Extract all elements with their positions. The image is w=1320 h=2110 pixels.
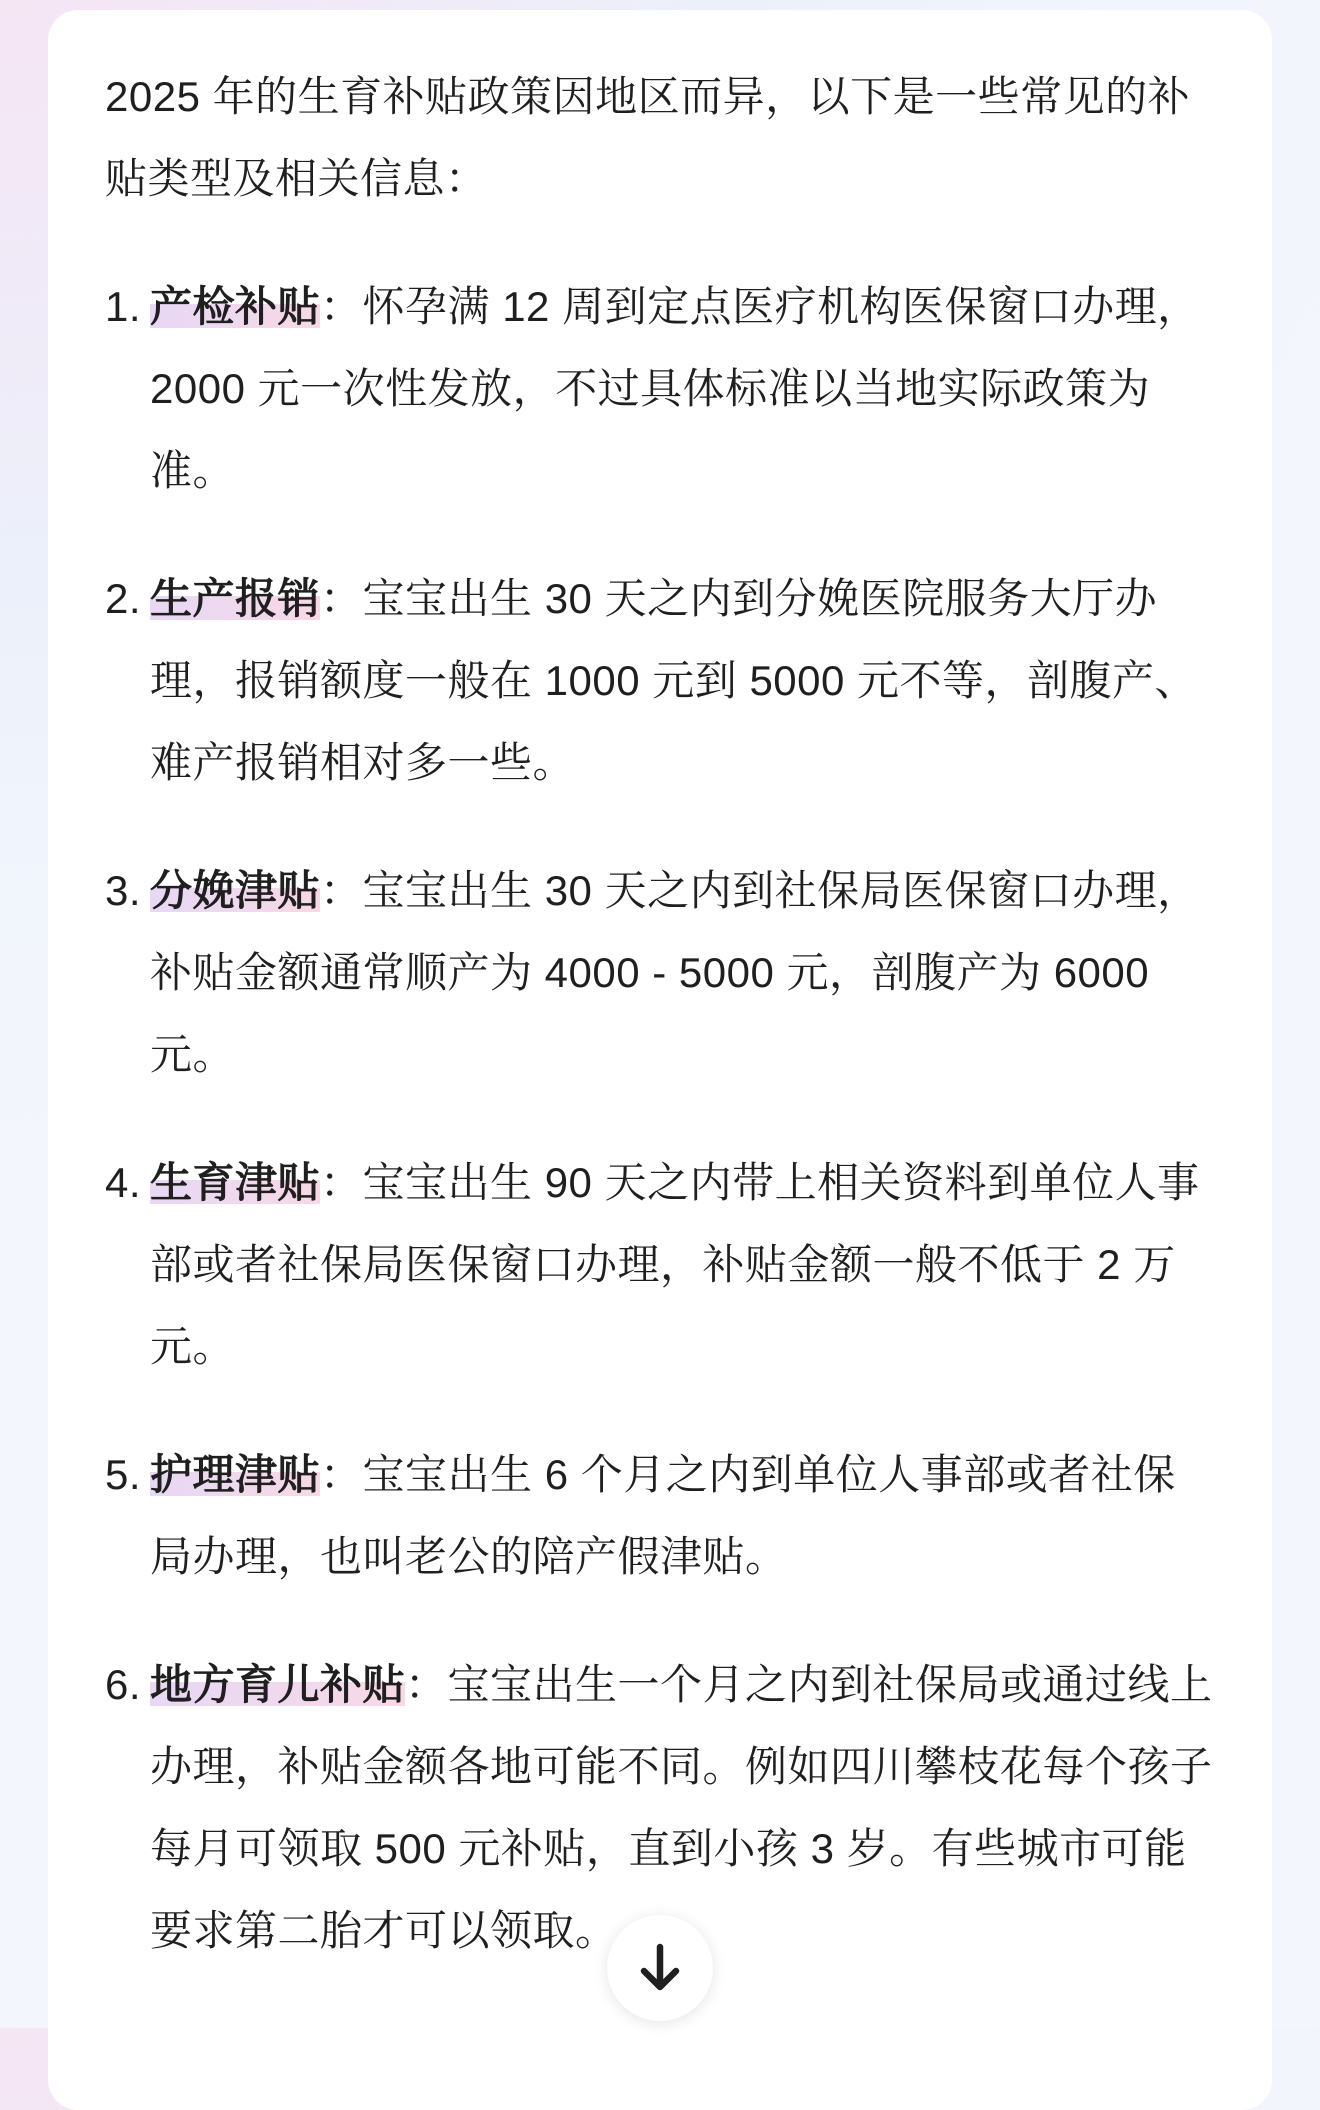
- assistant-message-card: [48, 10, 1272, 2110]
- list-item-term: 地方育儿补贴: [150, 1661, 406, 1708]
- list-item-term: 生产报销: [150, 575, 321, 622]
- list-item-term: 生育津贴: [150, 1159, 321, 1206]
- list-item-body: 宝宝出生 30 天之内到社保局医保窗口办理，补贴金额通常顺产为 4000 - 5000 元，剖腹产为 6000 元。: [150, 867, 1200, 1078]
- list-item: [105, 850, 1215, 1096]
- list-item-separator: ：: [320, 867, 363, 914]
- list-item-number: 6.: [105, 1661, 142, 1708]
- list-item-separator: ：: [320, 1159, 363, 1206]
- down-arrow-icon: [637, 1943, 683, 1993]
- list-item-body: 宝宝出生 6 个月之内到单位人事部或者社保局办理，也叫老公的陪产假津贴。: [150, 1451, 1176, 1580]
- list-item-separator: ：: [320, 283, 363, 330]
- list-item-body: 宝宝出生一个月之内到社保局或通过线上办理，补贴金额各地可能不同。例如四川攀枝花每个孩子每月可领取 500 元补贴，直到小孩 3 岁。有些城市可能要求第二胎才可以领取。: [150, 1661, 1213, 1954]
- list-item-number: 1.: [105, 283, 142, 330]
- list-item-number: 2.: [105, 575, 142, 622]
- scroll-to-bottom-button[interactable]: [607, 1915, 713, 2021]
- list-item-number: 5.: [105, 1451, 142, 1498]
- list-item-body: 怀孕满 12 周到定点医疗机构医保窗口办理，2000 元一次性发放，不过具体标准以当地实际政策为准。: [150, 283, 1200, 494]
- list-item: [105, 1434, 1215, 1598]
- list-item-term: 护理津贴: [150, 1451, 321, 1498]
- list-item: [105, 1142, 1215, 1388]
- list-item-body: 宝宝出生 90 天之内带上相关资料到单位人事部或者社保局医保窗口办理，补贴金额一般不低于 2 万元。: [150, 1159, 1200, 1370]
- list-item-term: 产检补贴: [150, 283, 321, 330]
- list-item: [105, 266, 1215, 512]
- list-item-separator: ：: [320, 575, 363, 622]
- list-item: [105, 558, 1215, 804]
- list-item-number: 3.: [105, 867, 142, 914]
- intro-paragraph: 2025 年的生育补贴政策因地区而异，以下是一些常见的补贴类型及相关信息：: [105, 73, 1191, 202]
- list-item-body: 宝宝出生 30 天之内到分娩医院服务大厅办理，报销额度一般在 1000 元到 5000 元不等，剖腹产、难产报销相对多一些。: [150, 575, 1198, 786]
- list-item-separator: ：: [405, 1661, 448, 1708]
- list-item-separator: ：: [320, 1451, 363, 1498]
- list-item-number: 4.: [105, 1159, 142, 1206]
- subsidy-list: [105, 266, 1215, 1972]
- list-item-term: 分娩津贴: [150, 867, 321, 914]
